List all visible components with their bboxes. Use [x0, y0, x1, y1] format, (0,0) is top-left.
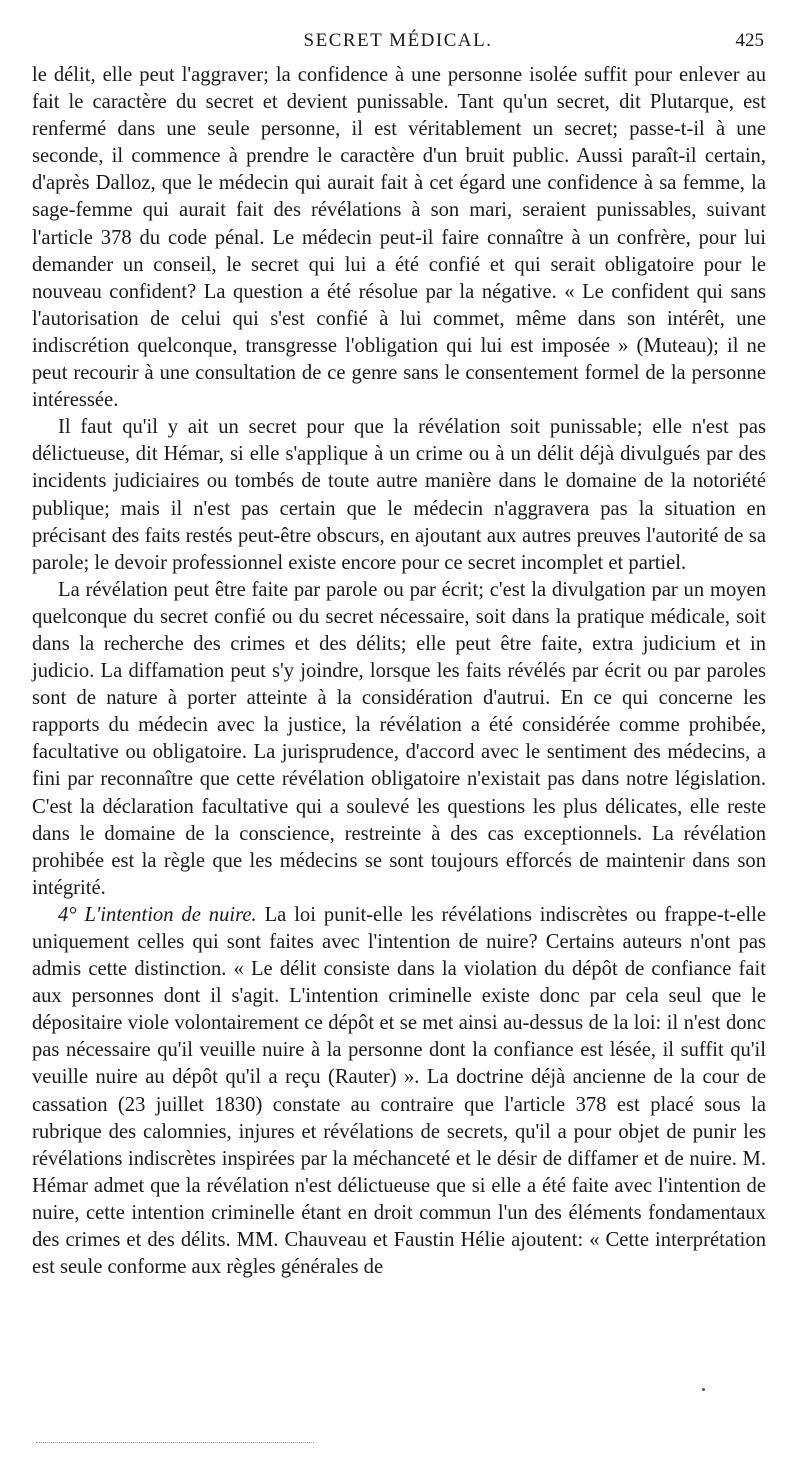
page-number: 425 — [735, 30, 764, 51]
section-body: La loi punit-elle les révélations indiscrètes ou frappe-t-elle uniquement celles qui sont faites avec l'intention de nuire? Certains auteurs n'ont pas admis cette distinction. « Le délit consiste dans la violation du dépôt de confiance fait aux personnes dont il s'agit. L'intention criminelle existe donc par cela seul que le dépositaire viole volontairement ce dépôt et se met ainsi au-dessus de la loi: il n'est donc pas nécessaire qu'il veuille nuire à la personne dont la confiance est lésée, il suffit qu'il veuille nuire au dépôt qu'il a reçu (Rauter) ». La doctrine déjà ancienne de la cour de cassation (23 juillet 1830) constate au contraire que l'article 378 est placé sous la rubrique des calomnies, injures et révélations de secrets, qu'il a pour objet de punir les révélations indiscrètes inspirées par la méchanceté et le désir de diffamer et de nuire. M. Hémar admet que la révélation n'est délictueuse que si elle a été faite avec l'intention de nuire, cette intention criminelle étant en droit commun l'un des éléments fondamentaux des crimes et des délits. MM. Chauveau et Faustin Hélie ajoutent: « Cette interprétation est seule conforme aux règles générales de — [32, 903, 767, 1279]
section-heading: 4° L'intention de nuire. — [58, 903, 257, 926]
print-speck — [702, 1388, 705, 1391]
running-title: SECRET MÉDICAL. — [303, 30, 493, 51]
body-text — [32, 62, 766, 1281]
paragraph-continuation: le délit, elle peut l'aggraver; la confidence à une personne isolée suffit pour enlever au fait le caractère du secret et devient punissable. Tant qu'un secret, dit Plutarque, est renfermé dans une seule personne, il est véritablement un secret; passe-t-il à une seconde, il commence à prendre le caractère d'un bruit public. Aussi paraît-il certain, d'après Dalloz, que le médecin qui aurait fait à cet égard une confidence à sa femme, la sage-femme qui aurait fait des révélations à son mari, seraient punissables, suivant l'article 378 du code pénal. Le médecin peut-il faire connaître à un confrère, pour lui demander un conseil, le secret qui lui a été confié et qui serait obligatoire pour le nouveau confident? La question a été résolue par la négative. « Le confident qui sans l'autorisation de celui qui s'est confié à lui commet, même dans son intérêt, une indiscrétion quelconque, transgresse l'obligation qui lui est imposée » (Muteau); il ne peut recourir à une consultation de ce genre sans le consentement formel de la personne intéressée. — [32, 64, 766, 412]
paragraph-secret-punissable: Il faut qu'il y ait un secret pour que la révélation soit punissable; elle n'est pas délictueuse, dit Hémar, si elle s'applique à un crime ou à un délit déjà divulgués par des incidents judiciaires ou tombés de toute autre manière dans le domaine de la notoriété publique; mais il n'est pas certain que le médecin n'aggravera pas la situation en précisant des faits restés peut-être obscurs, en ajoutant aux autres preuves l'autorité de sa parole; le devoir professionnel existe encore pour ce secret incomplet et partiel. — [32, 416, 766, 574]
paragraph-revelation: La révélation peut être faite par parole ou par écrit; c'est la divulgation par un moyen quelconque du secret confié ou du secret nécessaire, soit dans la pratique médicale, soit dans la recherche des crimes et des délits; elle peut être faite, extra judicium et in judicio. La diffamation peut s'y joindre, lorsque les faits révélés par écrit ou par paroles sont de nature à porter atteinte à la considération d'autrui. En ce qui concerne les rapports du médecin avec la justice, la révélation a été considérée comme prohibée, facultative ou obligatoire. La jurisprudence, d'accord avec le sentiment des médecins, a fini par reconnaître que cette révélation obligatoire n'existait pas dans notre législation. C'est la déclaration facultative qui a soulevé les questions les plus délicates, elle reste dans le domaine de la conscience, restreinte à des cas exceptionnels. La révélation prohibée est la règle que les médecins se sont toujours efforcés de maintenir dans son intégrité. — [32, 578, 766, 899]
footer-rule — [36, 1442, 314, 1443]
running-head — [32, 30, 764, 56]
paragraph-intention-de-nuire — [32, 902, 766, 1281]
